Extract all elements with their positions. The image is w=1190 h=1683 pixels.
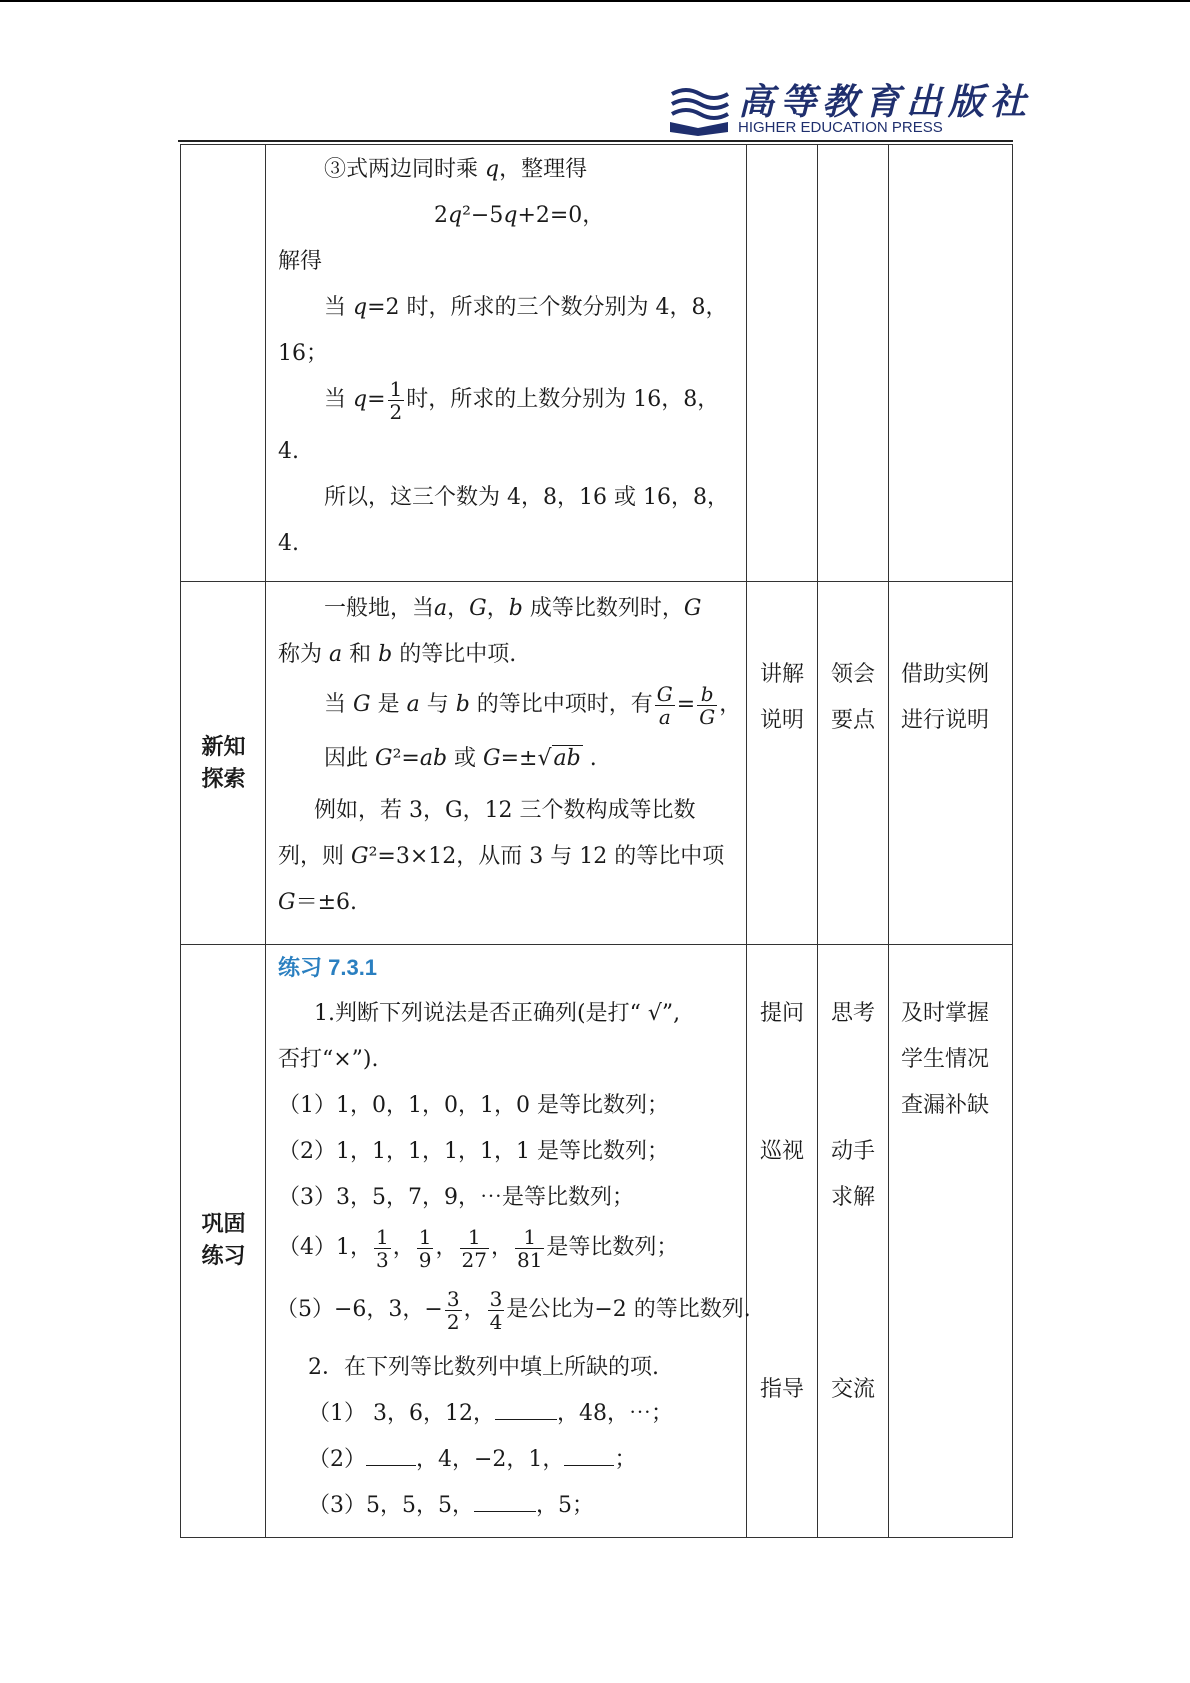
text-fragment: ，	[435, 1235, 458, 1260]
row3-label-line1: 巩固	[201, 1212, 246, 1237]
teacher-activity: 指导	[759, 1377, 804, 1402]
text-fragment: =2 时，所求的三个数分别为 4，8，	[367, 295, 728, 320]
text-fragment: =±	[500, 746, 538, 771]
text-fragment: 2	[434, 203, 448, 228]
text-line: 2．在下列等比数列中填上所缺的项.	[308, 1355, 659, 1380]
text-fragment: （4）1，	[278, 1235, 372, 1260]
text-line	[266, 285, 747, 331]
text-fragment: ，	[463, 1297, 486, 1322]
fraction-numerator: b	[697, 683, 717, 706]
text-line	[266, 736, 747, 782]
student-activity: 思考	[830, 1001, 875, 1026]
fraction-numerator: 3	[489, 1286, 503, 1311]
fraction-G-over-a	[655, 683, 675, 728]
text-fragment: （1） 3，6，12，	[308, 1401, 495, 1426]
text-fragment: .	[582, 746, 597, 771]
text-fragment: ，	[719, 692, 742, 717]
text-line: 4.	[278, 439, 299, 464]
student-activity: 交流	[830, 1377, 875, 1402]
fraction-denominator: G	[699, 704, 716, 729]
sqrt-sign-icon: √	[537, 746, 552, 771]
exercise-title: 练习 7.3.1	[278, 955, 378, 980]
text-line: 4.	[278, 531, 299, 556]
row3-intent-cell	[889, 945, 1013, 1538]
text-fragment: 与	[419, 692, 456, 717]
teacher-activity: 讲解	[759, 662, 804, 687]
fraction	[445, 1288, 462, 1333]
fraction-denominator: 4	[489, 1309, 503, 1334]
fraction-numerator: 1	[389, 376, 403, 401]
row1-teacher-cell	[747, 145, 818, 582]
variable-q: q	[485, 157, 500, 182]
text-fragment: ²=3×12，从而 3 与 12 的等比中项	[368, 844, 725, 869]
text-fragment: ，	[447, 596, 470, 621]
fraction	[515, 1226, 544, 1271]
exercise-item: （2）1，1，1，1，1，1 是等比数列；	[278, 1139, 669, 1164]
text-line: 否打“×”).	[278, 1047, 379, 1072]
fraction-numerator: 1	[460, 1226, 489, 1249]
answer-blank[interactable]	[564, 1443, 614, 1466]
row2-label-cell	[181, 582, 266, 945]
variable-q: q	[448, 203, 463, 228]
text-line	[266, 880, 747, 926]
design-intent: 进行说明	[901, 708, 990, 733]
fraction-denominator: 2	[389, 399, 403, 424]
text-fragment: 的等比中项.	[392, 642, 517, 667]
student-activity: 要点	[830, 708, 875, 733]
fraction	[460, 1226, 489, 1271]
fill-blank-item	[266, 1391, 747, 1437]
answer-blank[interactable]	[495, 1397, 557, 1420]
book-waves-icon	[668, 84, 730, 136]
exercise-item	[266, 1286, 751, 1334]
lesson-plan-table	[180, 144, 1013, 1538]
variable-G: G	[351, 844, 369, 869]
fraction-numerator: G	[656, 681, 673, 706]
fraction-denominator: 27	[461, 1247, 487, 1272]
sqrt-radicand: ab	[553, 746, 581, 771]
publisher-name-en: HIGHER EDUCATION PRESS	[738, 119, 943, 136]
teacher-activity: 提问	[759, 1001, 804, 1026]
text-fragment: 是	[370, 692, 407, 717]
text-line	[266, 682, 747, 728]
variable-b: b	[455, 692, 470, 717]
student-activity: 动手	[830, 1139, 875, 1164]
fraction-denominator: a	[658, 704, 671, 729]
row2-label-line2: 探索	[201, 767, 246, 792]
fraction	[417, 1226, 434, 1271]
text-line	[266, 147, 747, 193]
text-fragment: 一般地，当	[324, 596, 435, 621]
publisher-name-zh: 高等教育出版社	[738, 81, 1033, 123]
table-row-practice	[181, 945, 1013, 1538]
variable-q: q	[353, 295, 368, 320]
fraction-numerator: 1	[418, 1224, 432, 1249]
top-border-line	[0, 0, 1190, 2]
variable-ab: ab	[419, 746, 448, 771]
fraction-one-half	[388, 378, 405, 423]
fraction-b-over-G	[697, 683, 717, 728]
text-fragment: 和	[342, 642, 379, 667]
text-fragment: ²=	[392, 746, 420, 771]
student-activity: 领会	[830, 662, 875, 687]
text-fragment: 因此	[324, 746, 375, 771]
text-fragment: ；	[614, 1447, 637, 1472]
variable-G: G	[278, 890, 296, 915]
answer-blank[interactable]	[474, 1489, 536, 1512]
text-fragment: ，4，−2，1，	[416, 1447, 565, 1472]
variable-G: G	[353, 692, 371, 717]
text-fragment: 当	[324, 387, 347, 412]
text-line: 16；	[278, 341, 328, 366]
text-fragment: =	[676, 692, 696, 717]
row2-content-cell	[266, 582, 747, 945]
publisher-logo	[668, 81, 1033, 138]
row3-content-cell	[266, 945, 751, 1538]
text-fragment: （3）5，5，5，	[308, 1493, 474, 1518]
text-fragment: 是公比为−2 的等比数列.	[506, 1297, 751, 1322]
row2-intent-cell	[889, 582, 1013, 945]
text-fragment: ，48，⋯；	[556, 1401, 673, 1426]
fraction	[374, 1226, 391, 1271]
design-intent: 借助实例	[901, 662, 990, 687]
text-line: 1.判断下列说法是否正确列(是打“ √”,	[314, 1001, 681, 1026]
student-activity: 求解	[830, 1185, 875, 1210]
fraction-numerator: 1	[376, 1224, 389, 1249]
teacher-activity: 巡视	[759, 1139, 804, 1164]
row2-student-cell	[818, 582, 889, 945]
teacher-activity: 说明	[759, 708, 804, 733]
text-fragment: ，	[392, 1235, 415, 1260]
fill-blank-item	[266, 1437, 747, 1483]
fraction-denominator: 81	[516, 1247, 543, 1272]
equation-line	[266, 193, 747, 239]
text-fragment: 列，则	[278, 844, 351, 869]
text-line: 解得	[278, 249, 323, 274]
text-line	[266, 586, 747, 632]
text-fragment: ＝±6.	[295, 890, 358, 915]
variable-G: G	[683, 596, 702, 621]
row1-intent-cell	[889, 145, 1013, 582]
variable-G: G	[469, 596, 487, 621]
text-fragment: 称为	[278, 642, 329, 667]
variable-q: q	[353, 387, 368, 412]
text-fragment: 的等比中项时，有	[469, 692, 653, 717]
text-fragment: 当	[324, 295, 347, 320]
variable-a: a	[406, 692, 420, 717]
text-line	[266, 377, 747, 423]
fraction-denominator: 3	[376, 1247, 389, 1272]
row3-teacher-cell	[747, 945, 818, 1538]
text-fragment: 是等比数列；	[546, 1235, 679, 1260]
variable-b: b	[508, 596, 523, 621]
text-fragment: ，	[490, 1235, 513, 1260]
text-fragment: 时，所求的上数分别为 16，8，	[406, 387, 720, 412]
header-rule	[178, 140, 1013, 142]
text-fragment: ③式两边同时乘	[324, 157, 479, 182]
text-fragment: 成等比数列时，	[522, 596, 684, 621]
exercise-item	[266, 1225, 747, 1271]
row2-label-line1: 新知	[201, 735, 246, 760]
answer-blank[interactable]	[366, 1443, 416, 1466]
design-intent: 及时掌握	[901, 1001, 990, 1026]
row3-label-cell	[181, 945, 266, 1538]
row3-student-cell	[818, 945, 889, 1538]
text-fragment: 或	[447, 746, 484, 771]
fraction-denominator: 9	[418, 1247, 432, 1272]
row3-label-line2: 练习	[201, 1244, 246, 1269]
table-row-solution	[181, 145, 1013, 582]
text-line: 例如，若 3，G，12 三个数构成等比数	[314, 798, 696, 823]
design-intent: 查漏补缺	[901, 1093, 990, 1118]
row1-label-cell	[181, 145, 266, 582]
text-fragment: ，	[486, 596, 509, 621]
text-fragment: ²−5	[462, 203, 504, 228]
fraction-numerator: 1	[515, 1226, 544, 1249]
row1-student-cell	[818, 145, 889, 582]
text-fragment: 当	[324, 692, 353, 717]
text-fragment: ，整理得	[499, 157, 588, 182]
variable-a: a	[434, 596, 448, 621]
row2-teacher-cell	[747, 582, 818, 945]
variable-a: a	[329, 642, 343, 667]
row1-content-cell	[266, 145, 747, 582]
variable-G: G	[375, 746, 393, 771]
fraction-numerator: 3	[446, 1286, 460, 1311]
design-intent: 学生情况	[901, 1047, 990, 1072]
text-fragment: （2）	[308, 1447, 366, 1472]
text-fragment: +2=0，	[517, 203, 605, 228]
text-line: 所以，这三个数为 4，8，16 或 16，8，	[324, 485, 729, 510]
table-row-new-knowledge	[181, 582, 1013, 945]
variable-q: q	[503, 203, 518, 228]
fill-blank-item	[266, 1483, 747, 1529]
text-line	[266, 632, 747, 678]
text-line	[266, 834, 747, 880]
exercise-item: （1）1，0，1，0，1，0 是等比数列；	[278, 1093, 669, 1118]
text-fragment: =	[367, 387, 386, 412]
variable-b: b	[378, 642, 393, 667]
text-fragment: （5）−6，3，−	[276, 1297, 443, 1322]
fraction-denominator: 2	[446, 1309, 460, 1334]
text-fragment: ，5；	[536, 1493, 594, 1518]
fraction	[488, 1288, 505, 1333]
exercise-item: （3）3，5，7，9，⋯是等比数列；	[278, 1185, 634, 1210]
variable-G: G	[483, 746, 501, 771]
